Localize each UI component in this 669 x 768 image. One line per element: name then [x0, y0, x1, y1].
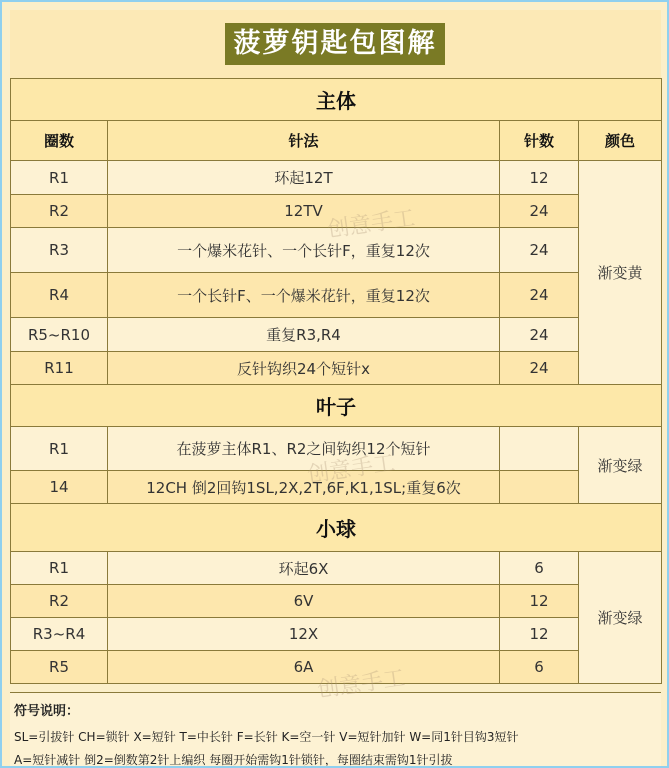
- page-title: 菠萝钥匙包图解: [225, 23, 445, 65]
- round-cell: R2: [11, 195, 108, 228]
- count-cell: 12: [500, 585, 579, 618]
- round-cell: R11: [11, 352, 108, 385]
- color-cell-ball: 渐变绿: [579, 552, 662, 684]
- count-cell: 12: [500, 161, 579, 195]
- round-cell: R4: [11, 273, 108, 318]
- count-cell: 12: [500, 618, 579, 651]
- color-cell-main: 渐变黄: [579, 161, 662, 385]
- legend-box: [10, 692, 661, 768]
- count-cell: 24: [500, 273, 579, 318]
- color-cell-leaf: 渐变绿: [579, 427, 662, 504]
- count-cell: 24: [500, 195, 579, 228]
- stitch-cell: 6V: [108, 585, 500, 618]
- count-cell: 24: [500, 318, 579, 352]
- watermark-logo: 创意手工: [305, 450, 397, 488]
- stitch-cell: 反针钩织24个短针x: [108, 352, 500, 385]
- table-row: [11, 161, 662, 195]
- header-round: 圈数: [11, 121, 108, 161]
- table-row: [11, 552, 662, 585]
- stitch-cell: 重复R3,R4: [108, 318, 500, 352]
- count-cell: 24: [500, 228, 579, 273]
- pattern-table: [10, 78, 662, 684]
- watermark-logo: 创意手工: [325, 205, 417, 243]
- table-row: [11, 585, 662, 618]
- table-row: [11, 471, 662, 504]
- round-cell: R3~R4: [11, 618, 108, 651]
- header-count: 针数: [500, 121, 579, 161]
- section-title-main: 主体: [11, 79, 662, 121]
- stitch-cell: 12CH 倒2回钩1SL,2X,2T,6F,K1,1SL;重复6次: [108, 471, 500, 504]
- stitch-cell: 6A: [108, 651, 500, 684]
- table-row: [11, 273, 662, 318]
- round-cell: R3: [11, 228, 108, 273]
- round-cell: R5~R10: [11, 318, 108, 352]
- count-cell: 6: [500, 552, 579, 585]
- legend-line-2: A=短针减针 倒2=倒数第2针上编织 每圈开始需钩1针锁针，每圈结束需钩1针引拔: [14, 753, 453, 767]
- legend-line-1: SL=引拔针 CH=锁针 X=短针 T=中长针 F=长针 K=空一针 V=短针加针 W=同1针目钩3短针: [14, 730, 519, 744]
- legend-heading: 符号说明：: [14, 704, 80, 719]
- table-row: [11, 318, 662, 352]
- header-stitch: 针法: [108, 121, 500, 161]
- count-cell: 24: [500, 352, 579, 385]
- section-title-leaf: 叶子: [11, 385, 662, 427]
- stitch-cell: 12X: [108, 618, 500, 651]
- table-row: [11, 352, 662, 385]
- round-cell: R1: [11, 427, 108, 471]
- round-cell: R2: [11, 585, 108, 618]
- round-cell: R1: [11, 552, 108, 585]
- section-title-ball: 小球: [11, 504, 662, 552]
- header-color: 颜色: [579, 121, 662, 161]
- table-row: [11, 618, 662, 651]
- stitch-cell: 环起12T: [108, 161, 500, 195]
- round-cell: R1: [11, 161, 108, 195]
- count-cell: 6: [500, 651, 579, 684]
- section-leaf-row: [11, 385, 662, 427]
- round-cell: R5: [11, 651, 108, 684]
- table-row: [11, 651, 662, 684]
- section-ball-row: [11, 504, 662, 552]
- stitch-cell: 在菠萝主体R1、R2之间钩织12个短针: [108, 427, 500, 471]
- count-cell: [500, 427, 579, 471]
- stitch-cell: 环起6X: [108, 552, 500, 585]
- count-cell: [500, 471, 579, 504]
- round-cell: 14: [11, 471, 108, 504]
- table-row: [11, 228, 662, 273]
- stitch-cell: 一个爆米花针、一个长针F，重复12次: [108, 228, 500, 273]
- stitch-cell: 一个长针F、一个爆米花针，重复12次: [108, 273, 500, 318]
- table-row: [11, 195, 662, 228]
- section-main-row: [11, 79, 662, 121]
- stitch-cell: 12TV: [108, 195, 500, 228]
- header-row: [11, 121, 662, 161]
- watermark-logo: 创意手工: [315, 665, 407, 703]
- table-row: [11, 427, 662, 471]
